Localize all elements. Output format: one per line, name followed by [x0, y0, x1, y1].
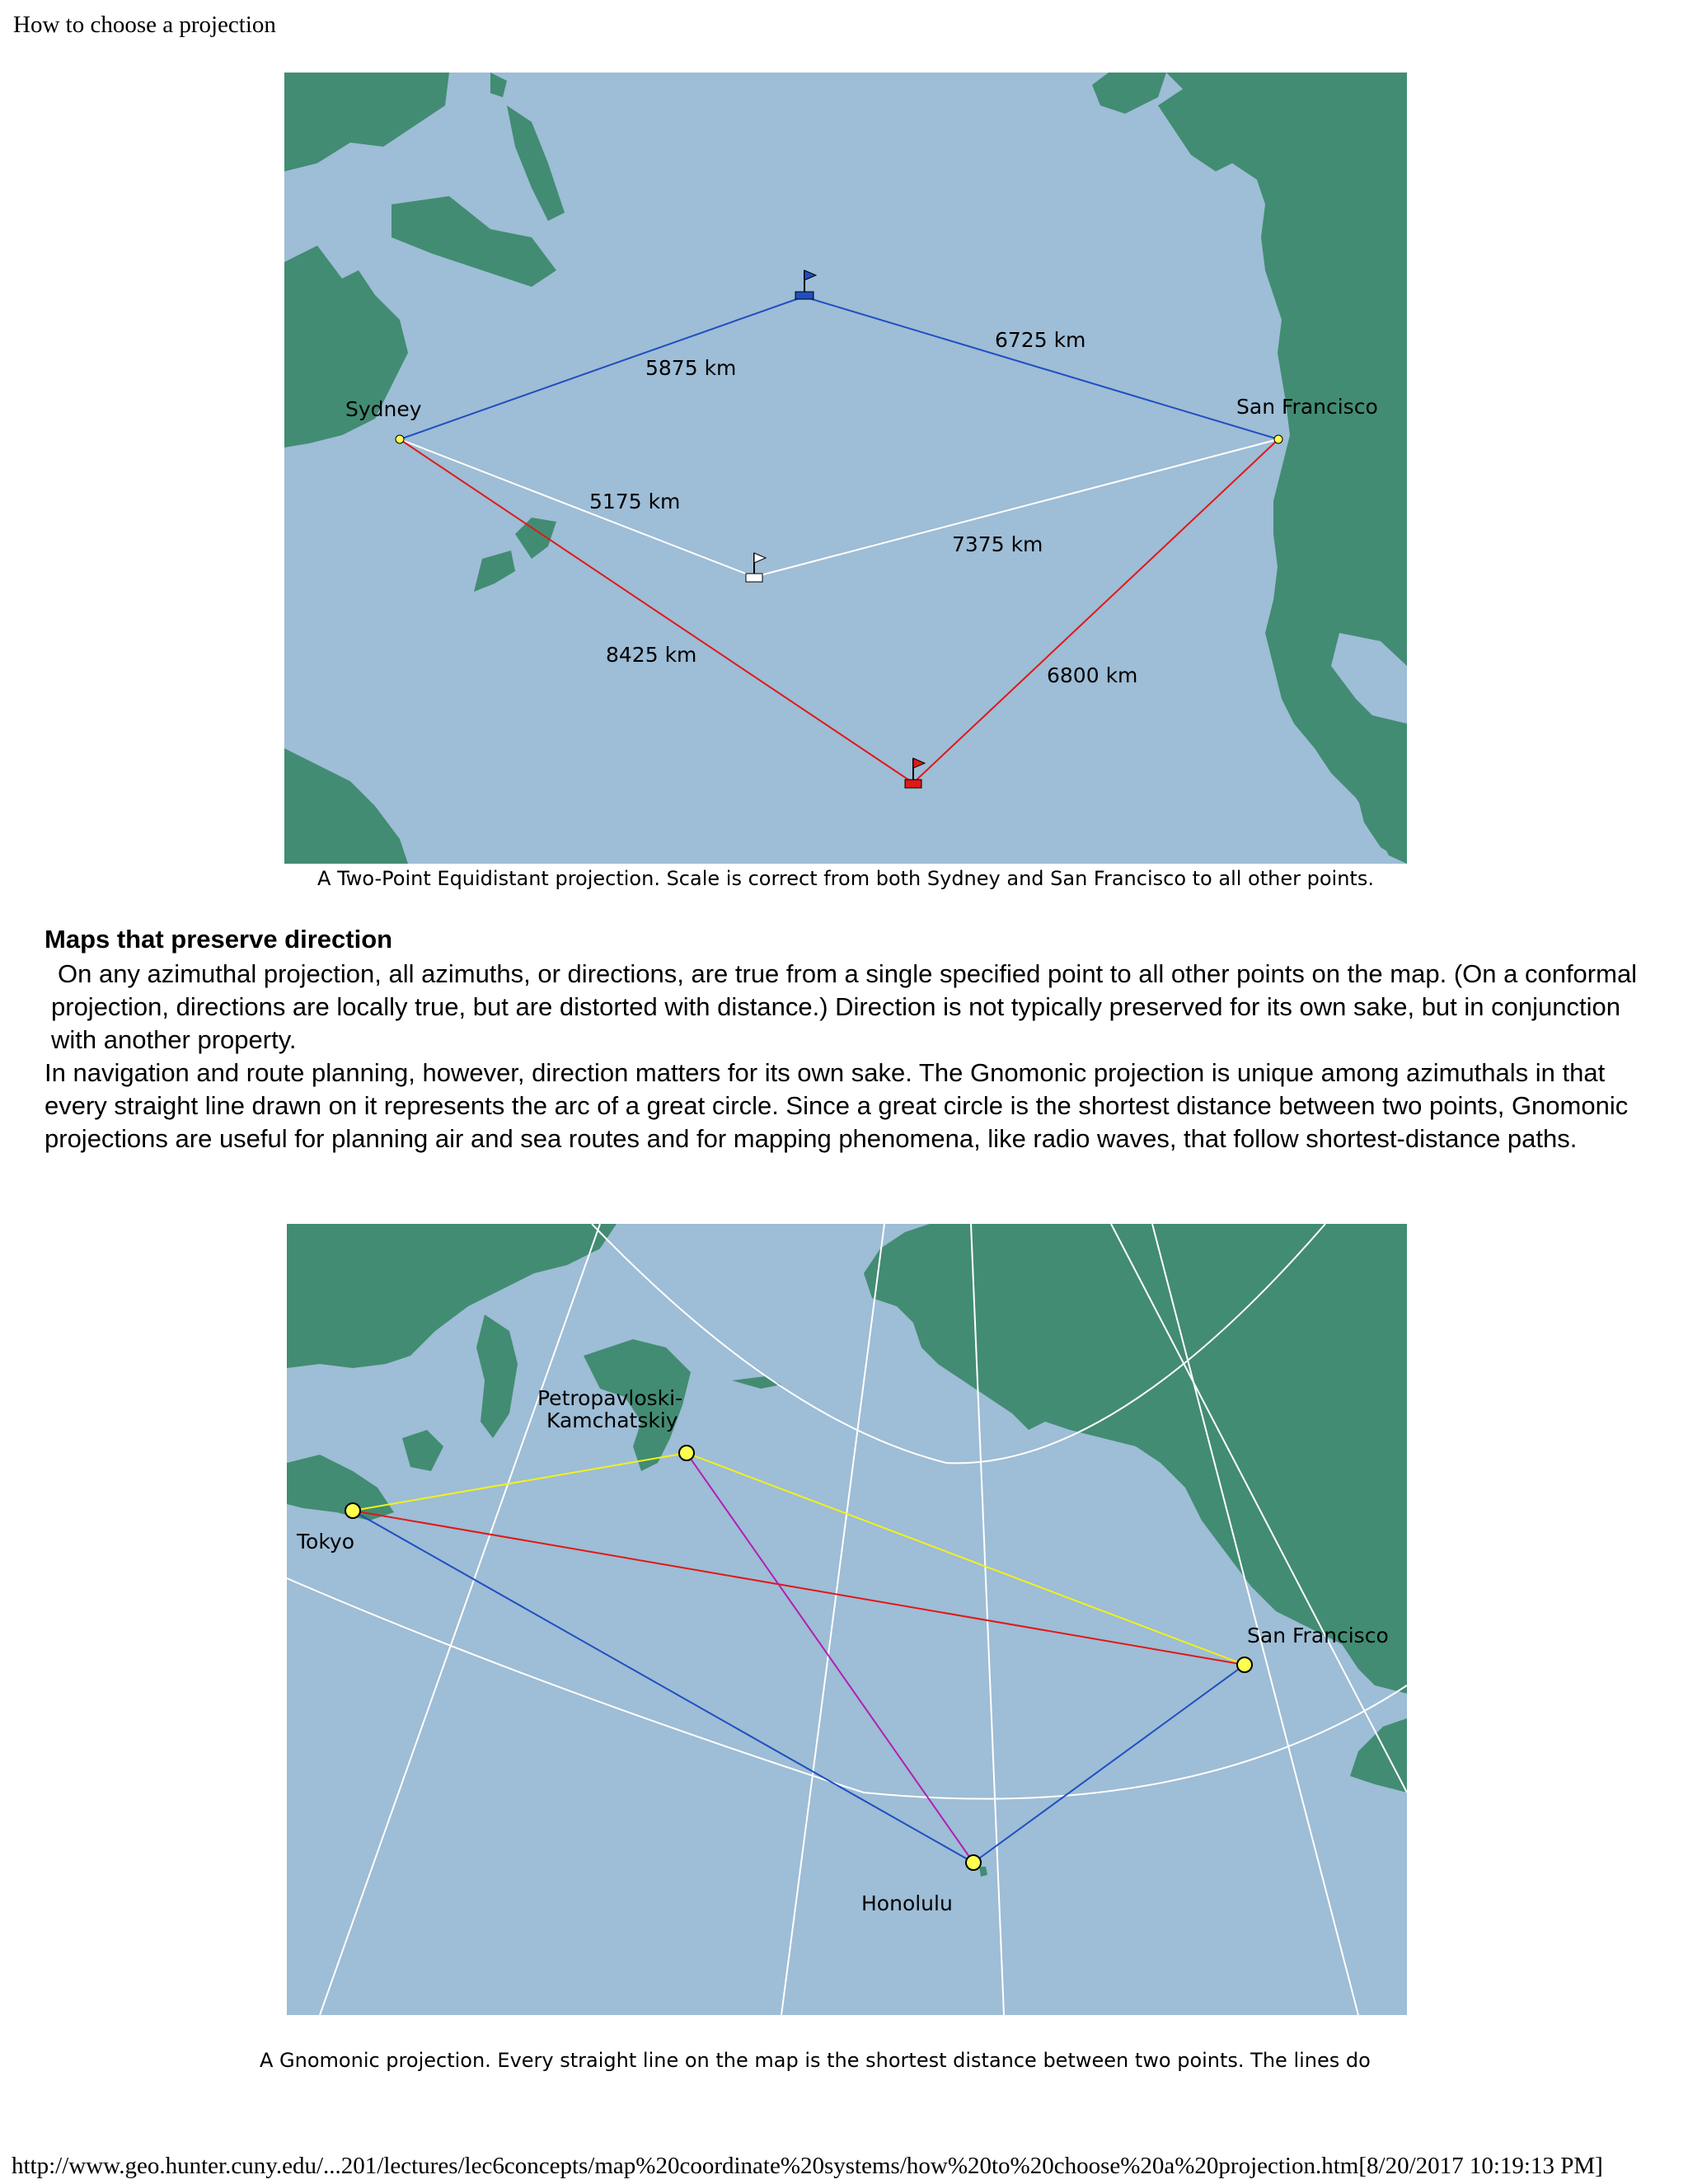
label-san-francisco: San Francisco [1247, 1624, 1389, 1647]
label-distance-blue-left: 5875 km [645, 356, 737, 380]
petropavlovsk-point [679, 1446, 694, 1460]
label-distance-white-left: 5175 km [589, 490, 681, 513]
page-footer-url: http://www.geo.hunter.cuny.edu/...201/lectures/lec6concepts/map%20coordinate%20systems/how%20to%20choose%20a%20projection.htm[8/20/2017 10:19:13 PM] [12, 2153, 1603, 2179]
gnomonic-map-svg [287, 1224, 1407, 2015]
label-distance-red-left: 8425 km [606, 643, 697, 667]
label-petropavlovsk-line1: Petropavloski- [537, 1386, 683, 1410]
label-petropavlovsk-line2: Kamchatskiy [546, 1408, 678, 1432]
tokyo-point [345, 1503, 360, 1518]
label-tokyo: Tokyo [297, 1530, 354, 1554]
paragraph-azimuthal: On any azimuthal projection, all azimuths, or directions, are true from a single specified point to all other points on the map. (On a conformal projection, directions are locally true, but are distorted with distance.) Direction is not typically preserved for its own sake, but in conjunction with another property. [51, 959, 1638, 1054]
gnomonic-map [287, 1224, 1407, 2015]
map2-caption: A Gnomonic projection. Every straight line on the map is the shortest distance between two points. The lines do [260, 2049, 1371, 2072]
san-francisco-point [1274, 435, 1282, 443]
two-point-equidistant-map [284, 73, 1407, 864]
label-sydney: Sydney [345, 397, 422, 421]
two-point-equidistant-map-svg [284, 73, 1407, 864]
label-honolulu: Honolulu [861, 1891, 953, 1915]
label-distance-red-right: 6800 km [1047, 663, 1138, 687]
paragraph-gnomonic: In navigation and route planning, however, direction matters for its own sake. The Gnomonic projection is unique among azimuthals in that every straight line drawn on it represents the arc of a great circle. Since a great circle is the shortest distance between two points, Gnomonic projections are useful for planning air and sea routes and for mapping phenomena, like radio waves, that follow shortest-distance paths. [45, 1058, 1629, 1153]
sydney-point [396, 435, 404, 443]
san-francisco-point [1237, 1657, 1252, 1672]
honolulu-point [966, 1855, 981, 1870]
section-heading: Maps that preserve direction [45, 925, 393, 954]
page-header: How to choose a projection [13, 12, 276, 38]
map1-caption: A Two-Point Equidistant projection. Scale is correct from both Sydney and San Francisco to all other points. [317, 867, 1374, 890]
label-distance-blue-right: 6725 km [995, 328, 1086, 352]
label-distance-white-right: 7375 km [952, 532, 1043, 556]
label-san-francisco: San Francisco [1236, 395, 1378, 419]
